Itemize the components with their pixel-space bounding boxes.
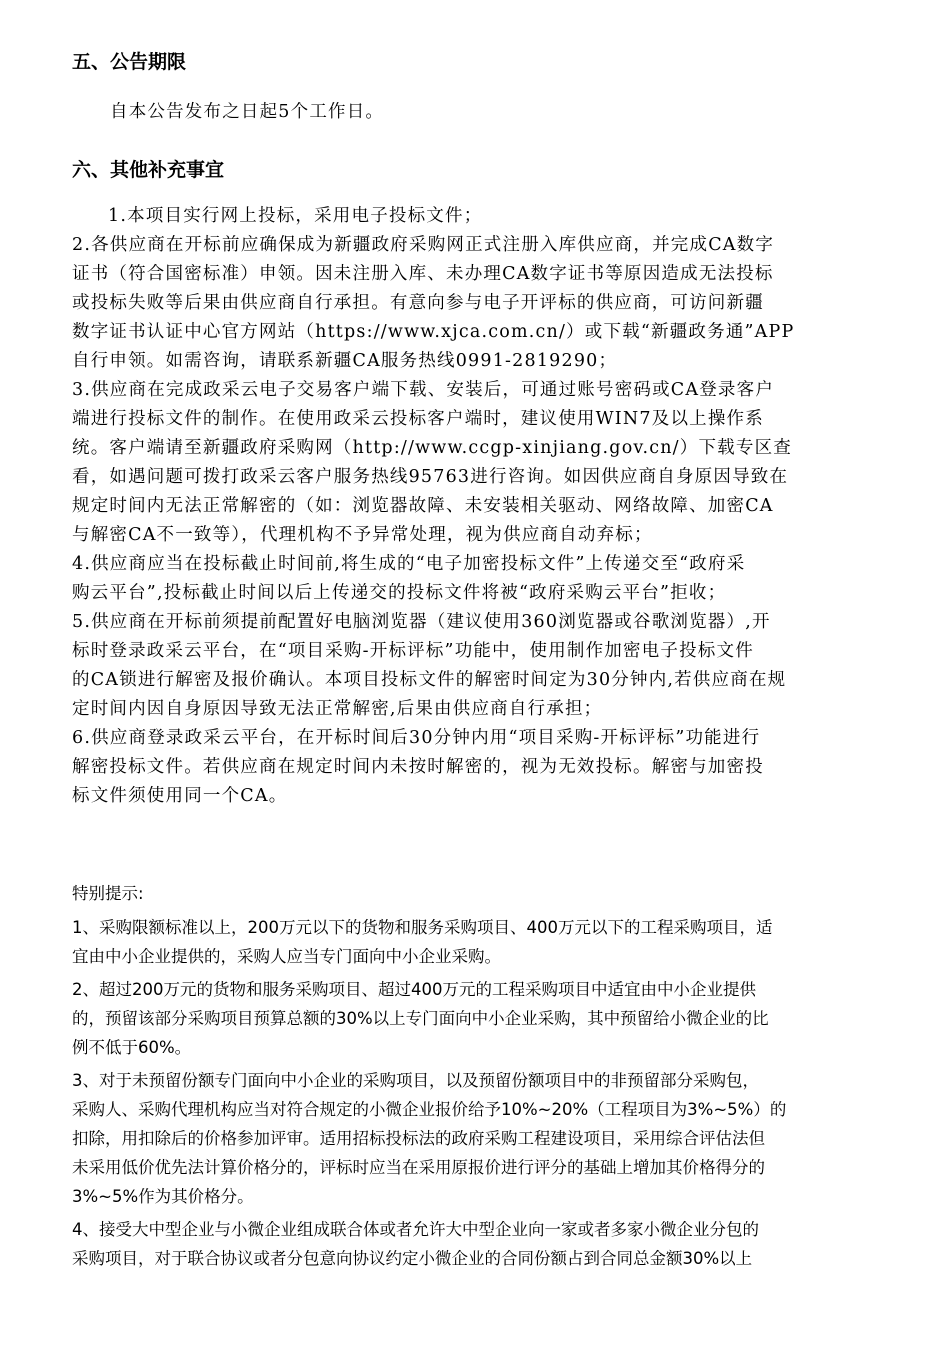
- section-5-heading: 五、公告期限: [72, 51, 187, 73]
- section-6-line: 的CA锁进行解密及报价确认。本项目投标文件的解密时间定为30分钟内,若供应商在规: [72, 670, 787, 690]
- special-notice-line: 宜由中小企业提供的，采购人应当专门面向中小企业采购。: [72, 947, 501, 966]
- special-notice-line: 的，预留该部分采购项目预算总额的30%以上专门面向中小企业采购，其中预留给小微企业的比: [72, 1009, 769, 1028]
- section-6-line: 自行申领。如需咨询，请联系新疆CA服务热线0991-2819290；: [72, 351, 618, 371]
- special-notice-line: 扣除，用扣除后的价格参加评审。适用招标投标法的政府采购工程建设项目，采用综合评估法但: [72, 1129, 765, 1148]
- section-6-line: 2.各供应商在开标前应确保成为新疆政府采购网正式注册入库供应商，并完成CA数字: [72, 235, 775, 255]
- section-6-line: 1.本项目实行网上投标，采用电子投标文件；: [108, 206, 483, 226]
- section-6-line: 统。客户端请至新疆政府采购网（http://www.ccgp-xinjiang.gov.cn/）下载专区查: [72, 438, 792, 458]
- section-6-line: 数字证书认证中心官方网站（https://www.xjca.com.cn/）或下载“新疆政务通”APP: [72, 322, 795, 342]
- section-6-line: 标文件须使用同一个CA。: [72, 786, 288, 806]
- section-6-line: 解密投标文件。若供应商在规定时间内未按时解密的，视为无效投标。解密与加密投: [72, 757, 764, 777]
- section-6-line: 3.供应商在完成政采云电子交易客户端下载、安装后，可通过账号密码或CA登录客户: [72, 380, 775, 400]
- special-notice-line: 采购项目，对于联合协议或者分包意向协议约定小微企业的合同份额占到合同总金额30%以上: [72, 1249, 753, 1268]
- special-notice-line: 采购人、采购代理机构应当对符合规定的小微企业报价给予10%~20%（工程项目为3%~5%）的: [72, 1100, 787, 1119]
- section-6-line: 端进行投标文件的制作。在使用政采云投标客户端时，建议使用WIN7及以上操作系: [72, 409, 764, 429]
- special-notice-line: 3%~5%作为其价格分。: [72, 1187, 254, 1206]
- section-6-line: 4.供应商应当在投标截止时间前,将生成的“电子加密投标文件”上传递交至“政府采: [72, 554, 746, 574]
- section-6-line: 标时登录政采云平台，在“项目采购-开标评标”功能中，使用制作加密电子投标文件: [72, 641, 754, 661]
- section-5-text: 自本公告发布之日起5个工作日。: [110, 102, 385, 122]
- section-6-line: 规定时间内无法正常解密的（如：浏览器故障、未安装相关驱动、网络故障、加密CA: [72, 496, 774, 516]
- special-notice-line: 4、接受大中型企业与小微企业组成联合体或者允许大中型企业向一家或者多家小微企业分包的: [72, 1220, 759, 1239]
- section-6-line: 定时间内因自身原因导致无法正常解密,后果由供应商自行承担；: [72, 699, 603, 719]
- special-notice-line: 未采用低价优先法计算价格分的，评标时应当在采用原报价进行评分的基础上增加其价格得分的: [72, 1158, 765, 1177]
- section-6-line: 或投标失败等后果由供应商自行承担。有意向参与电子开评标的供应商，可访问新疆: [72, 293, 764, 313]
- section-6-line: 与解密CA不一致等），代理机构不予异常处理，视为供应商自动弃标；: [72, 525, 653, 545]
- special-notice-title: 特别提示:: [72, 884, 144, 903]
- section-6-heading: 六、其他补充事宜: [72, 159, 225, 181]
- special-notice-line: 3、对于未预留份额专门面向中小企业的采购项目，以及预留份额项目中的非预留部分采购包，: [72, 1071, 759, 1090]
- section-6-line: 看，如遇问题可拨打政采云客户服务热线95763进行咨询。如因供应商自身原因导致在: [72, 467, 789, 487]
- special-notice-line: 1、采购限额标准以上，200万元以下的货物和服务采购项目、400万元以下的工程采购项目，适: [72, 918, 773, 937]
- special-notice-line: 2、超过200万元的货物和服务采购项目、超过400万元的工程采购项目中适宜由中小企业提供: [72, 980, 756, 999]
- special-notice-line: 例不低于60%。: [72, 1038, 192, 1057]
- section-6-line: 5.供应商在开标前须提前配置好电脑浏览器（建议使用360浏览器或谷歌浏览器）,开: [72, 612, 771, 632]
- section-6-line: 证书（符合国密标准）申领。因未注册入库、未办理CA数字证书等原因造成无法投标: [72, 264, 774, 284]
- section-6-line: 购云平台”,投标截止时间以后上传递交的投标文件将被“政府采购云平台”拒收；: [72, 583, 727, 603]
- section-6-line: 6.供应商登录政采云平台，在开标时间后30分钟内用“项目采购-开标评标”功能进行: [72, 728, 761, 748]
